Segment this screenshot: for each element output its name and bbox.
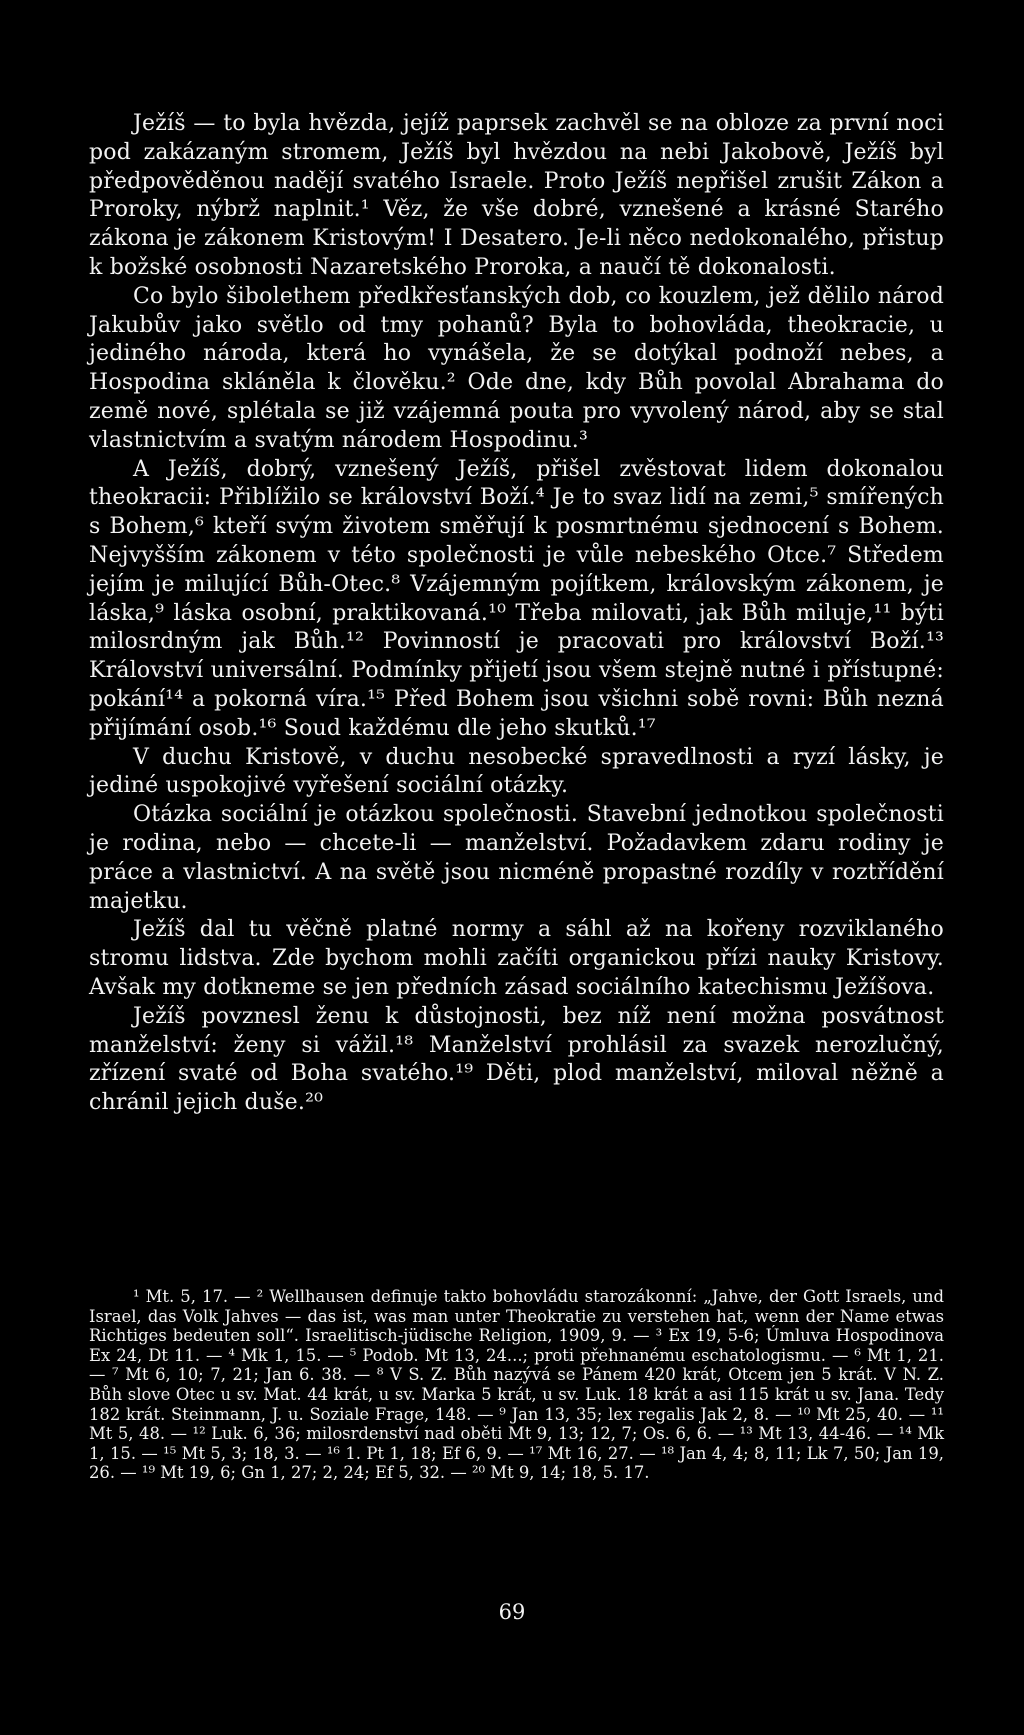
page-number: 69	[498, 1600, 526, 1624]
main-text	[89, 110, 944, 1118]
paragraph-6: Ježíš dal tu věčně platné normy a sáhl až na kořeny rozviklaného stromu lidstva. Zde bychom mohli začíti organickou přízi nauky Kristovy. Avšak my dotkneme se jen předních zásad sociálního katechismu Ježíšova.	[89, 917, 944, 1000]
paragraph-2: Co bylo šibolethem předkřesťanských dob, co kouzlem, jež dělilo národ Jakubův jako světlo od tmy pohanů? Byla to bohovláda, theokracie, u jediného národa, která ho vynášela, že se dotýkal podnoží nebes, a Hospodina skláněla k člověku.² Ode dne, kdy Bůh povolal Abrahama do země nové, splétala se již vzájemná pouta pro vyvolený národ, aby se stal vlastnictvím a svatým národem Hospodinu.³	[89, 283, 944, 453]
paragraph-4: V duchu Kristově, v duchu nesobecké spravedlnosti a ryzí lásky, je jediné uspokojivé vyřešení sociální otázky.	[89, 744, 944, 799]
footnotes	[89, 1287, 944, 1483]
footnotes-text: ¹ Mt. 5, 17. — ² Wellhausen definuje takto bohovládu starozákonní: „Jahve, der Gott Israels, und Israel, das Volk Jahves — das ist, was man unter Theokratie zu verstehen hat, wenn der Name etwas Richtiges bedeuten soll“. Israelitisch-jüdische Religion, 1909, 9. — ³ Ex 19, 5-6; Úmluva Hospodinova Ex 24, Dt 11. — ⁴ Mk 1, 15. — ⁵ Podob. Mt 13, 24...; proti přehnanému eschatologismu. — ⁶ Mt 1, 21. — ⁷ Mt 6, 10; 7, 21; Jan 6. 38. — ⁸ V S. Z. Bůh nazývá se Pánem 420 krát, Otcem jen 5 krát. V N. Z. Bůh slove Otec u sv. Mat. 44 krát, u sv. Marka 5 krát, u sv. Luk. 18 krát a asi 115 krát u sv. Jana. Tedy 182 krát. Steinmann, J. u. Soziale Frage, 148. — ⁹ Jan 13, 35; lex regalis Jak 2, 8. — ¹⁰ Mt 25, 40. — ¹¹ Mt 5, 48. — ¹² Luk. 6, 36; milosrdenství nad oběti Mt 9, 13; 12, 7; Os. 6, 6. — ¹³ Mt 13, 44-46. — ¹⁴ Mk 1, 15. — ¹⁵ Mt 5, 3; 18, 3. — ¹⁶ 1. Pt 1, 18; Ef 6, 9. — ¹⁷ Mt 16, 27. — ¹⁸ Jan 4, 4; 8, 11; Lk 7, 50; Jan 19, 26. — ¹⁹ Mt 19, 6; Gn 1, 27; 2, 24; Ef 5, 32. — ²⁰ Mt 9, 14; 18, 5. 17.	[89, 1287, 944, 1483]
paragraph-1: Ježíš — to byla hvězda, jejíž paprsek zachvěl se na obloze za první noci pod zakázaným stromem, Ježíš byl hvězdou na nebi Jakobově, Ježíš byl předpověděnou nadějí svatého Israele. Proto Ježíš nepřišel zrušit Zákon a Proroky, nýbrž naplnit.¹ Věz, že vše dobré, vznešené a krásné Starého zákona je zákonem Kristovým! I Desatero. Je-li něco nedokonalého, přistup k božské osobnosti Nazaretského Proroka, a naučí tě dokonalosti.	[89, 111, 944, 280]
paragraph-3: A Ježíš, dobrý, vznešený Ježíš, přišel zvěstovat lidem dokonalou theokracii: Přiblížilo se království Boží.⁴ Je to svaz lidí na zemi,⁵ smířených s Bohem,⁶ kteří svým životem směřují k posmrtnému sjednocení s Bohem. Nejvyšším zákonem v této společnosti je vůle nebeského Otce.⁷ Středem jejím je milující Bůh-Otec.⁸ Vzájemným pojítkem, královským zákonem, je láska,⁹ láska osobní, praktikovaná.¹⁰ Třeba milovati, jak Bůh miluje,¹¹ býti milosrdným jak Bůh.¹² Povinností je pracovati pro království Boží.¹³ Království universální. Podmínky přijetí jsou všem stejně nutné i přístupné: pokání¹⁴ a pokorná víra.¹⁵ Před Bohem jsou všichni sobě rovni: Bůh nezná přijímání osob.¹⁶ Soud každému dle jeho skutků.¹⁷	[89, 456, 944, 741]
paragraph-5: Otázka sociální je otázkou společnosti. Stavební jednotkou společnosti je rodina, nebo — chcete-li — manželství. Požadavkem zdaru rodiny je práce a vlastnictví. A na světě jsou nicméně propastné rozdíly v roztřídění majetku.	[89, 802, 944, 914]
paragraph-7: Ježíš povznesl ženu k důstojnosti, bez níž není možna posvátnost manželství: ženy si vážil.¹⁸ Manželství prohlásil za svazek nerozlučný, zřízení svaté od Boha svatého.¹⁹ Děti, plod manželství, miloval něžně a chránil jejich duše.²⁰	[89, 1003, 944, 1116]
